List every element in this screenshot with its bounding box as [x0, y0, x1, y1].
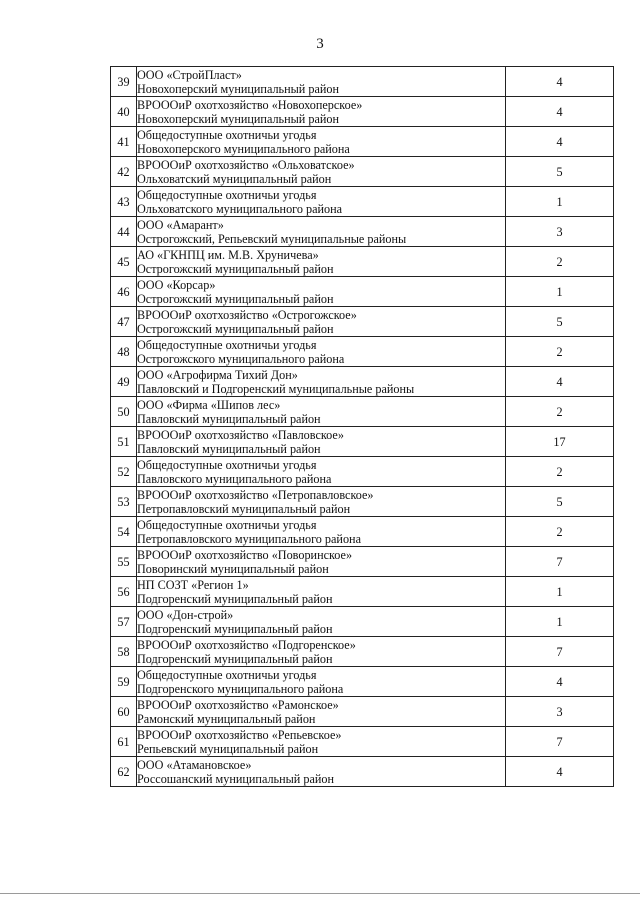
district-name: Подгоренского муниципального района	[137, 681, 344, 696]
table-row	[111, 127, 614, 157]
row-name-cell	[137, 307, 506, 337]
row-count: 2	[506, 457, 614, 487]
table-row	[111, 187, 614, 217]
table-row	[111, 577, 614, 607]
row-name-cell	[137, 67, 506, 97]
row-count: 1	[506, 187, 614, 217]
table-row	[111, 727, 614, 757]
row-count: 2	[506, 397, 614, 427]
table-row	[111, 667, 614, 697]
organization-name: ООО «Амарант»	[137, 217, 224, 232]
row-count: 1	[506, 607, 614, 637]
row-number: 44	[111, 217, 137, 247]
table-row	[111, 277, 614, 307]
row-number: 41	[111, 127, 137, 157]
district-name: Новохоперского муниципального района	[137, 141, 350, 156]
row-name-cell	[137, 547, 506, 577]
row-number: 48	[111, 337, 137, 367]
table-row	[111, 637, 614, 667]
row-count: 4	[506, 667, 614, 697]
row-name-cell	[137, 127, 506, 157]
row-number: 40	[111, 97, 137, 127]
district-name: Павловский муниципальный район	[137, 411, 321, 426]
district-name: Поворинский муниципальный район	[137, 561, 329, 576]
organization-name: Общедоступные охотничьи угодья	[137, 187, 317, 202]
table-row	[111, 337, 614, 367]
row-count: 2	[506, 517, 614, 547]
district-name: Рамонский муниципальный район	[137, 711, 316, 726]
row-count: 1	[506, 577, 614, 607]
row-name-cell	[137, 457, 506, 487]
row-count: 17	[506, 427, 614, 457]
organization-name: ООО «Дон-строй»	[137, 607, 234, 622]
district-name: Острогожский муниципальный район	[137, 261, 334, 276]
row-count: 3	[506, 697, 614, 727]
organization-name: ООО «Фирма «Шипов лес»	[137, 397, 281, 412]
organization-name: Общедоступные охотничьи угодья	[137, 517, 317, 532]
table-row	[111, 97, 614, 127]
row-name-cell	[137, 367, 506, 397]
page-number: 3	[316, 36, 324, 52]
row-count: 2	[506, 337, 614, 367]
row-number: 53	[111, 487, 137, 517]
row-count: 7	[506, 727, 614, 757]
row-name-cell	[137, 277, 506, 307]
hunting-grounds-table	[110, 66, 614, 787]
district-name: Острогожский муниципальный район	[137, 321, 334, 336]
organization-name: ВРОООиР охотхозяйство «Рамонское»	[137, 697, 339, 712]
district-name: Подгоренский муниципальный район	[137, 651, 333, 666]
organization-name: Общедоступные охотничьи угодья	[137, 457, 317, 472]
row-count: 4	[506, 67, 614, 97]
row-number: 42	[111, 157, 137, 187]
table-row	[111, 517, 614, 547]
district-name: Петропавловский муниципальный район	[137, 501, 351, 516]
row-number: 54	[111, 517, 137, 547]
table-body	[111, 67, 614, 787]
row-count: 3	[506, 217, 614, 247]
row-number: 51	[111, 427, 137, 457]
row-count: 4	[506, 97, 614, 127]
row-number: 47	[111, 307, 137, 337]
table-row	[111, 607, 614, 637]
district-name: Ольховатский муниципальный район	[137, 171, 332, 186]
district-name: Россошанский муниципальный район	[137, 771, 335, 786]
district-name: Ольховатского муниципального района	[137, 201, 343, 216]
district-name: Острогожский, Репьевский муниципальные районы	[137, 231, 407, 246]
table-row	[111, 67, 614, 97]
row-name-cell	[137, 397, 506, 427]
organization-name: ВРОООиР охотхозяйство «Новохоперское»	[137, 97, 363, 112]
bottom-divider	[0, 893, 640, 894]
table-row	[111, 307, 614, 337]
table-row	[111, 157, 614, 187]
organization-name: ООО «СтройПласт»	[137, 67, 242, 82]
row-count: 7	[506, 637, 614, 667]
row-number: 43	[111, 187, 137, 217]
row-count: 2	[506, 247, 614, 277]
organization-name: ВРОООиР охотхозяйство «Петропавловское»	[137, 487, 374, 502]
row-name-cell	[137, 517, 506, 547]
table-row	[111, 217, 614, 247]
row-count: 7	[506, 547, 614, 577]
row-number: 57	[111, 607, 137, 637]
district-name: Павловский и Подгоренский муниципальные районы	[137, 381, 415, 396]
table-row	[111, 757, 614, 787]
row-count: 4	[506, 367, 614, 397]
row-number: 60	[111, 697, 137, 727]
organization-name: ВРОООиР охотхозяйство «Павловское»	[137, 427, 344, 442]
row-number: 49	[111, 367, 137, 397]
table-row	[111, 547, 614, 577]
row-number: 39	[111, 67, 137, 97]
row-name-cell	[137, 757, 506, 787]
row-name-cell	[137, 217, 506, 247]
organization-name: ВРОООиР охотхозяйство «Ольховатское»	[137, 157, 355, 172]
district-name: Репьевский муниципальный район	[137, 741, 319, 756]
table-row	[111, 367, 614, 397]
organization-name: ВРОООиР охотхозяйство «Подгоренское»	[137, 637, 356, 652]
row-number: 50	[111, 397, 137, 427]
row-number: 59	[111, 667, 137, 697]
district-name: Острогожского муниципального района	[137, 351, 345, 366]
row-name-cell	[137, 727, 506, 757]
row-name-cell	[137, 487, 506, 517]
row-count: 4	[506, 757, 614, 787]
district-name: Новохоперский муниципальный район	[137, 81, 340, 96]
district-name: Новохоперский муниципальный район	[137, 111, 340, 126]
district-name: Павловского муниципального района	[137, 471, 332, 486]
row-name-cell	[137, 187, 506, 217]
organization-name: ВРОООиР охотхозяйство «Поворинское»	[137, 547, 353, 562]
row-number: 56	[111, 577, 137, 607]
row-count: 1	[506, 277, 614, 307]
organization-name: ВРОООиР охотхозяйство «Репьевское»	[137, 727, 342, 742]
row-name-cell	[137, 247, 506, 277]
row-number: 52	[111, 457, 137, 487]
district-name: Подгоренский муниципальный район	[137, 591, 333, 606]
table-row	[111, 427, 614, 457]
organization-name: ООО «Корсар»	[137, 277, 216, 292]
table-row	[111, 697, 614, 727]
row-count: 5	[506, 307, 614, 337]
row-name-cell	[137, 337, 506, 367]
district-name: Острогожский муниципальный район	[137, 291, 334, 306]
row-name-cell	[137, 427, 506, 457]
row-count: 4	[506, 127, 614, 157]
row-number: 46	[111, 277, 137, 307]
row-name-cell	[137, 157, 506, 187]
row-number: 55	[111, 547, 137, 577]
row-name-cell	[137, 667, 506, 697]
table-row	[111, 397, 614, 427]
organization-name: Общедоступные охотничьи угодья	[137, 127, 317, 142]
organization-name: ООО «Атамановское»	[137, 757, 252, 772]
table-row	[111, 247, 614, 277]
table-row	[111, 487, 614, 517]
row-name-cell	[137, 697, 506, 727]
organization-name: НП СОЗТ «Регион 1»	[137, 577, 249, 592]
row-name-cell	[137, 607, 506, 637]
organization-name: АО «ГКНПЦ им. М.В. Хруничева»	[137, 247, 319, 262]
organization-name: Общедоступные охотничьи угодья	[137, 337, 317, 352]
row-count: 5	[506, 487, 614, 517]
row-number: 61	[111, 727, 137, 757]
table-row	[111, 457, 614, 487]
row-number: 62	[111, 757, 137, 787]
organization-name: Общедоступные охотничьи угодья	[137, 667, 317, 682]
row-name-cell	[137, 637, 506, 667]
row-number: 45	[111, 247, 137, 277]
row-number: 58	[111, 637, 137, 667]
row-name-cell	[137, 577, 506, 607]
row-name-cell	[137, 97, 506, 127]
row-count: 5	[506, 157, 614, 187]
district-name: Петропавловского муниципального района	[137, 531, 361, 546]
district-name: Подгоренский муниципальный район	[137, 621, 333, 636]
organization-name: ВРОООиР охотхозяйство «Острогожское»	[137, 307, 357, 322]
district-name: Павловский муниципальный район	[137, 441, 321, 456]
organization-name: ООО «Агрофирма Тихий Дон»	[137, 367, 298, 382]
